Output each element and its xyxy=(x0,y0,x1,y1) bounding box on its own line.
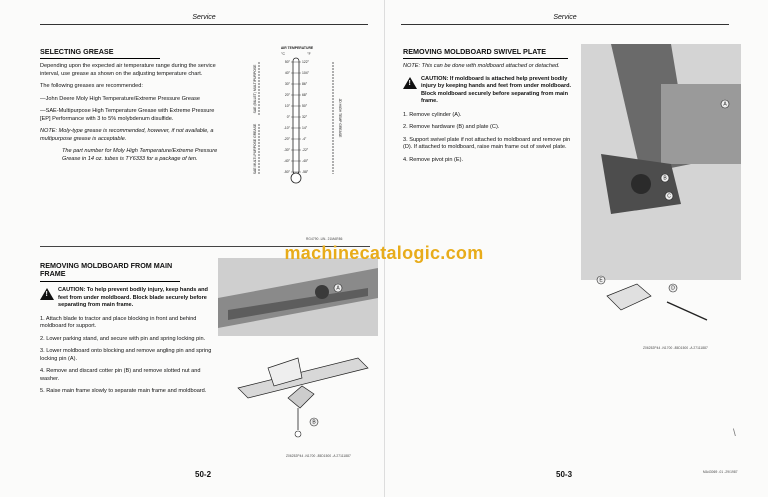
footer-ref: MA43069 -01 -29/1987 xyxy=(703,470,738,474)
callout-d-label: D xyxy=(671,285,675,292)
step-2: 2. Lower parking stand, and secure with pin and spring locking pin. xyxy=(40,335,206,342)
celsius-tick: 0° xyxy=(286,115,290,120)
fahrenheit-tick: 14° xyxy=(302,126,308,131)
right-bar-label: JD HIGH TEMP GREASE xyxy=(338,98,342,138)
step-2: 2. Remove hardware (B) and plate (C). xyxy=(403,124,500,131)
callout-e-label: E xyxy=(599,277,603,284)
section-title-removing-moldboard: REMOVING MOLDBOARD FROM MAIN FRAME xyxy=(40,262,180,282)
fahrenheit-tick: -22° xyxy=(302,148,309,153)
callout-b-label: B xyxy=(663,175,667,182)
fahrenheit-tick: 32° xyxy=(302,115,308,120)
grease-sae-multipurpose: —SAE-Multipurpose High Temperature Grease with Extreme Pressure [EP] Performance with 3 to 5% molybdenum disulfide. xyxy=(40,108,215,122)
step-3: 3. Lower moldboard onto blocking and remove angling pin and spring locking pin (A). xyxy=(40,348,212,362)
celsius-tick: -40° xyxy=(283,159,290,164)
grease-jd-moly: —John Deere Moly High Temperature/Extreme Pressure Grease xyxy=(40,95,201,102)
unit-fahrenheit: °F xyxy=(307,52,311,56)
caution-block xyxy=(403,76,578,106)
fahrenheit-tick: 104° xyxy=(302,71,310,76)
step-4: 4. Remove and discard cotter pin (B) and remove slotted nut and washer. xyxy=(40,368,201,382)
caution-text: CAUTION: If moldboard is attached help prevent bodily injury by keeping hands and feet from under moldboard. Block moldboard securely before separating from main frame. xyxy=(421,75,572,105)
grease-intro: Depending upon the expected air temperature range during the service interval, use grease as shown on the adjusting temperature chart. xyxy=(40,63,216,77)
grease-note: NOTE: Moly-type grease is recommended, however, if not available, a multipurpose grease is acceptable. xyxy=(40,128,214,142)
grease-text-block xyxy=(40,63,225,168)
step-3: 3. Support swivel plate if not attached to moldboard and remove pin (D). If attached to moldboard, raise main frame out of swivel plate. xyxy=(403,136,571,151)
callout-b-label: B xyxy=(312,419,316,426)
moldboard-illustration xyxy=(218,258,378,458)
swivel-plate-illustration xyxy=(581,44,741,340)
photo-pivot xyxy=(631,174,651,194)
grease-recommended: The following greases are recommended: xyxy=(40,83,143,90)
thermometer-tube xyxy=(293,58,299,174)
callout-c-label: C xyxy=(667,193,671,200)
celsius-tick: 10° xyxy=(284,104,290,109)
celsius-tick: -20° xyxy=(283,137,290,142)
celsius-tick: -50° xyxy=(283,170,290,175)
celsius-tick: -30° xyxy=(283,148,290,153)
photo-pivot-pin xyxy=(315,285,329,299)
celsius-tick: 40° xyxy=(284,71,290,76)
celsius-tick: 20° xyxy=(284,93,290,98)
air-temperature-chart xyxy=(235,44,355,194)
thermometer-bulb xyxy=(291,173,301,183)
page-header: Service xyxy=(40,14,368,25)
fahrenheit-tick: -4° xyxy=(302,137,307,142)
chart-title: AIR TEMPERATURE xyxy=(280,46,314,50)
celsius-tick: 30° xyxy=(284,82,290,87)
fahrenheit-tick: 68° xyxy=(302,93,308,98)
illustration-ref: Z06252P44 -N1700 -85D1500 -A 27111887 xyxy=(286,454,351,458)
section-title-swivel-plate: REMOVING MOLDBOARD SWIVEL PLATE xyxy=(403,48,568,59)
caution-text: CAUTION: To help prevent bodily injury, keep hands and feet from under moldboard. Block blade securely before separating from main frame. xyxy=(58,287,208,309)
corner-mark: \ xyxy=(733,428,736,439)
page-number: 50-2 xyxy=(195,470,212,479)
grease-part-number: The part number for Moly High Temperature/Extreme Pressure Grease in 14 oz. tubes is TY6333 for a package of ten. xyxy=(62,148,218,162)
celsius-tick: 50° xyxy=(284,60,290,65)
left-bar-2-label: SAE MULTI-PURPOSE GREASE xyxy=(253,123,257,175)
illustration-ref: Z06252P44 -N1700 -85D1500 -A 27111887 xyxy=(643,346,708,350)
warning-triangle-icon: ! xyxy=(40,288,54,300)
drawing-mount xyxy=(288,386,314,408)
left-bar-1-label: SAE (BILLET) MULTIPURPOSE xyxy=(253,64,257,114)
page-number: 50-3 xyxy=(556,470,573,479)
drawing-plate xyxy=(607,284,651,310)
fahrenheit-tick: 50° xyxy=(302,104,308,109)
chart-ref: RG4790 -UN- 21MAR86 xyxy=(306,237,343,241)
photo-main-frame xyxy=(661,84,741,164)
warning-triangle-icon: ! xyxy=(403,77,417,89)
watermark: machinecatalogic.com xyxy=(284,243,484,263)
fahrenheit-tick: 122° xyxy=(302,60,310,65)
fahrenheit-tick: 86° xyxy=(302,82,308,87)
step-5: 5. Raise main frame slowly to separate main frame and moldboard. xyxy=(40,388,207,395)
section-title-selecting-grease: SELECTING GREASE xyxy=(40,48,160,59)
page-header: Service xyxy=(401,14,729,25)
drawing-pin xyxy=(667,302,707,320)
caution-block xyxy=(40,287,215,310)
drawing-nut xyxy=(295,431,301,437)
swivel-note: NOTE: This can be done with moldboard attached or detached. xyxy=(403,63,560,69)
unit-celsius: °C xyxy=(281,52,285,56)
fahrenheit-tick: -40° xyxy=(302,159,309,164)
step-1: 1. Remove cylinder (A). xyxy=(403,111,462,118)
callout-a-label: A xyxy=(336,285,340,292)
celsius-tick: -10° xyxy=(283,126,290,131)
swivel-text-block xyxy=(403,63,578,169)
callout-a-label: A xyxy=(723,101,727,108)
step-4: 4. Remove pivot pin (E). xyxy=(403,156,464,163)
moldboard-text-block xyxy=(40,287,215,401)
fahrenheit-tick: -58° xyxy=(302,170,309,175)
step-1: 1. Attach blade to tractor and place blocking in front and behind moldboard for support. xyxy=(40,315,197,330)
